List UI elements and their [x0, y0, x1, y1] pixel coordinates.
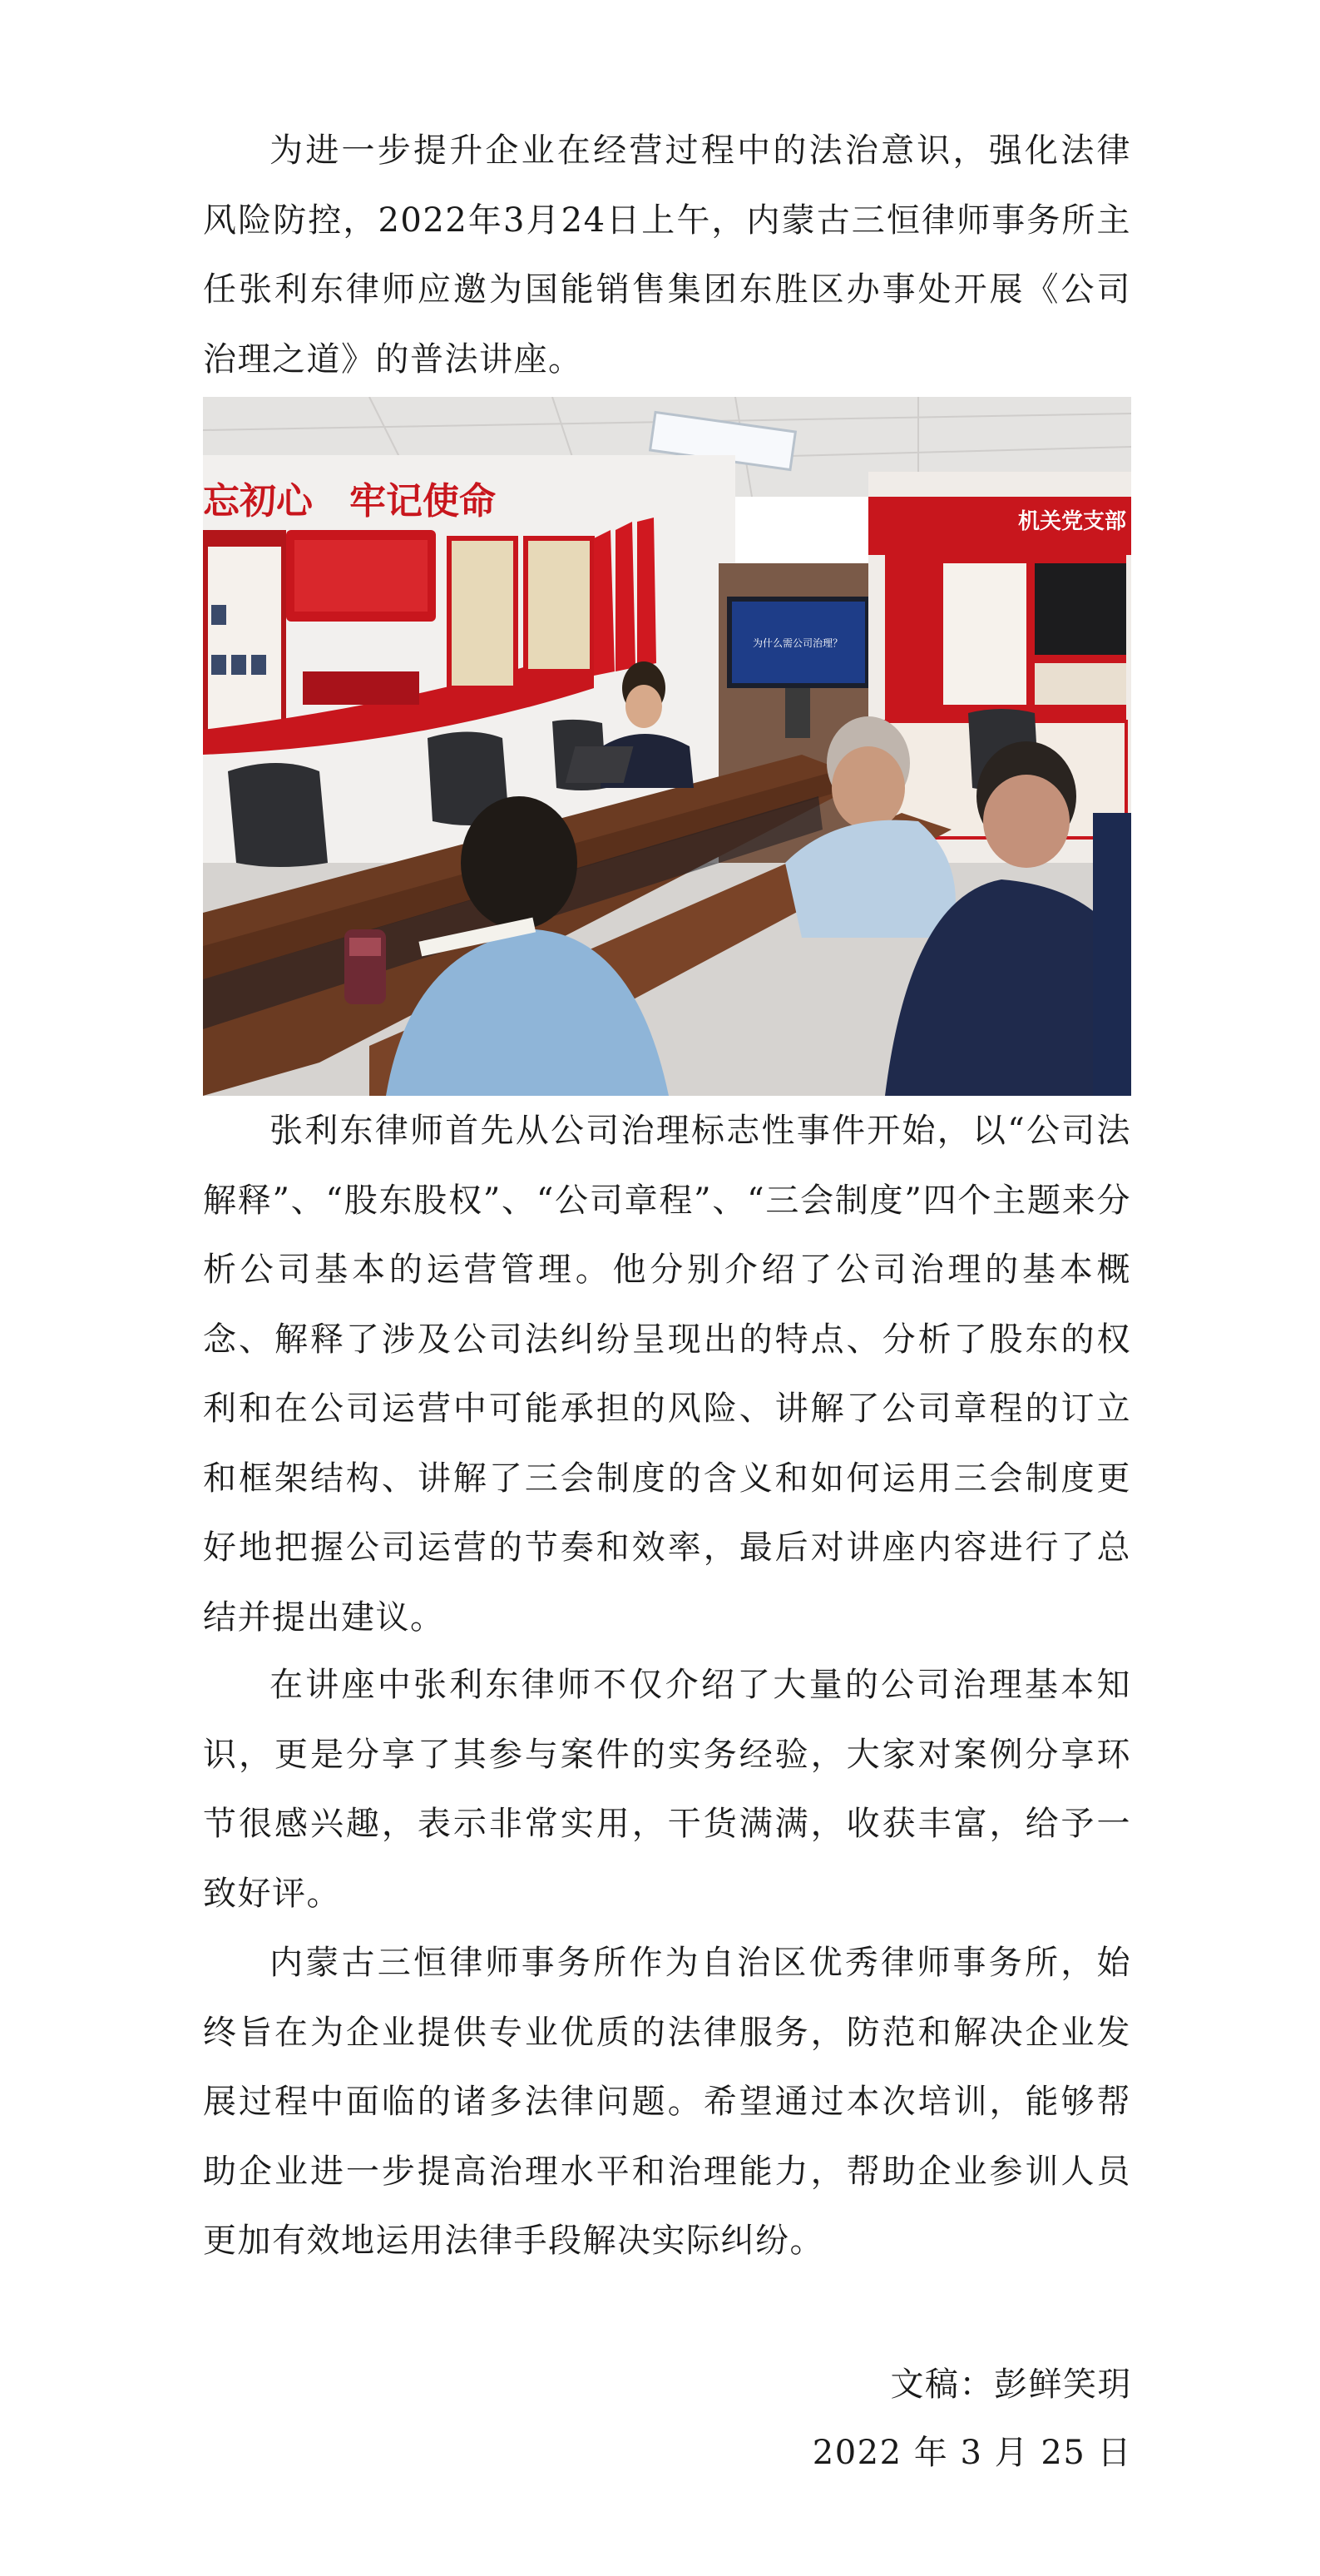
- lecture-photo: [203, 397, 1131, 1096]
- board-title-text: 机关党支部: [1017, 509, 1126, 534]
- paragraph-intro: 为进一步提升企业在经营过程中的法治意识，强化法律风险防控，2022年3月24日上午，内蒙古三恒律师事务所主任张利东律师应邀为国能销售集团东胜区办事处开展《公司治理之道》的普法讲座。: [203, 131, 1131, 379]
- wall-slogan-text: 忘初心 牢记使命: [203, 480, 496, 523]
- date-line: 2022 年 3 月 25 日: [812, 2434, 1132, 2472]
- screen-text: 为什么需公司治理？: [752, 637, 843, 649]
- paragraph-content: 张利东律师首先从公司治理标志性事件开始，以“公司法解释”、“股东股权”、“公司章程”、“三会制度”四个主题来分析公司基本的运营管理。他分别介绍了公司治理的基本概念、解释了涉及公司法纠纷呈现出的特点、分析了股东的权利和在公司运营中可能承担的风险、讲解了公司章程的订立和框架结构、讲解了三会制度的含义和如何运用三会制度更好地把握公司运营的节奏和效率，最后对讲座内容进行了总结并提出建议。: [203, 1112, 1131, 1637]
- paragraph-firm: 内蒙古三恒律师事务所作为自治区优秀律师事务所，始终旨在为企业提供专业优质的法律服务，防范和解决企业发展过程中面临的诸多法律问题。希望通过本次培训，能够帮助企业进一步提高治理水平和治理能力，帮助企业参训人员更加有效地运用法律手段解决实际纠纷。: [203, 1944, 1131, 2260]
- author-line: 文稿：彭鲜笑玥: [890, 2365, 1132, 2404]
- paragraph-feedback: 在讲座中张利东律师不仅介绍了大量的公司治理基本知识，更是分享了其参与案件的实务经验，大家对案例分享环节很感兴趣，表示非常实用，干货满满，收获丰富，给予一致好评。: [203, 1666, 1131, 1913]
